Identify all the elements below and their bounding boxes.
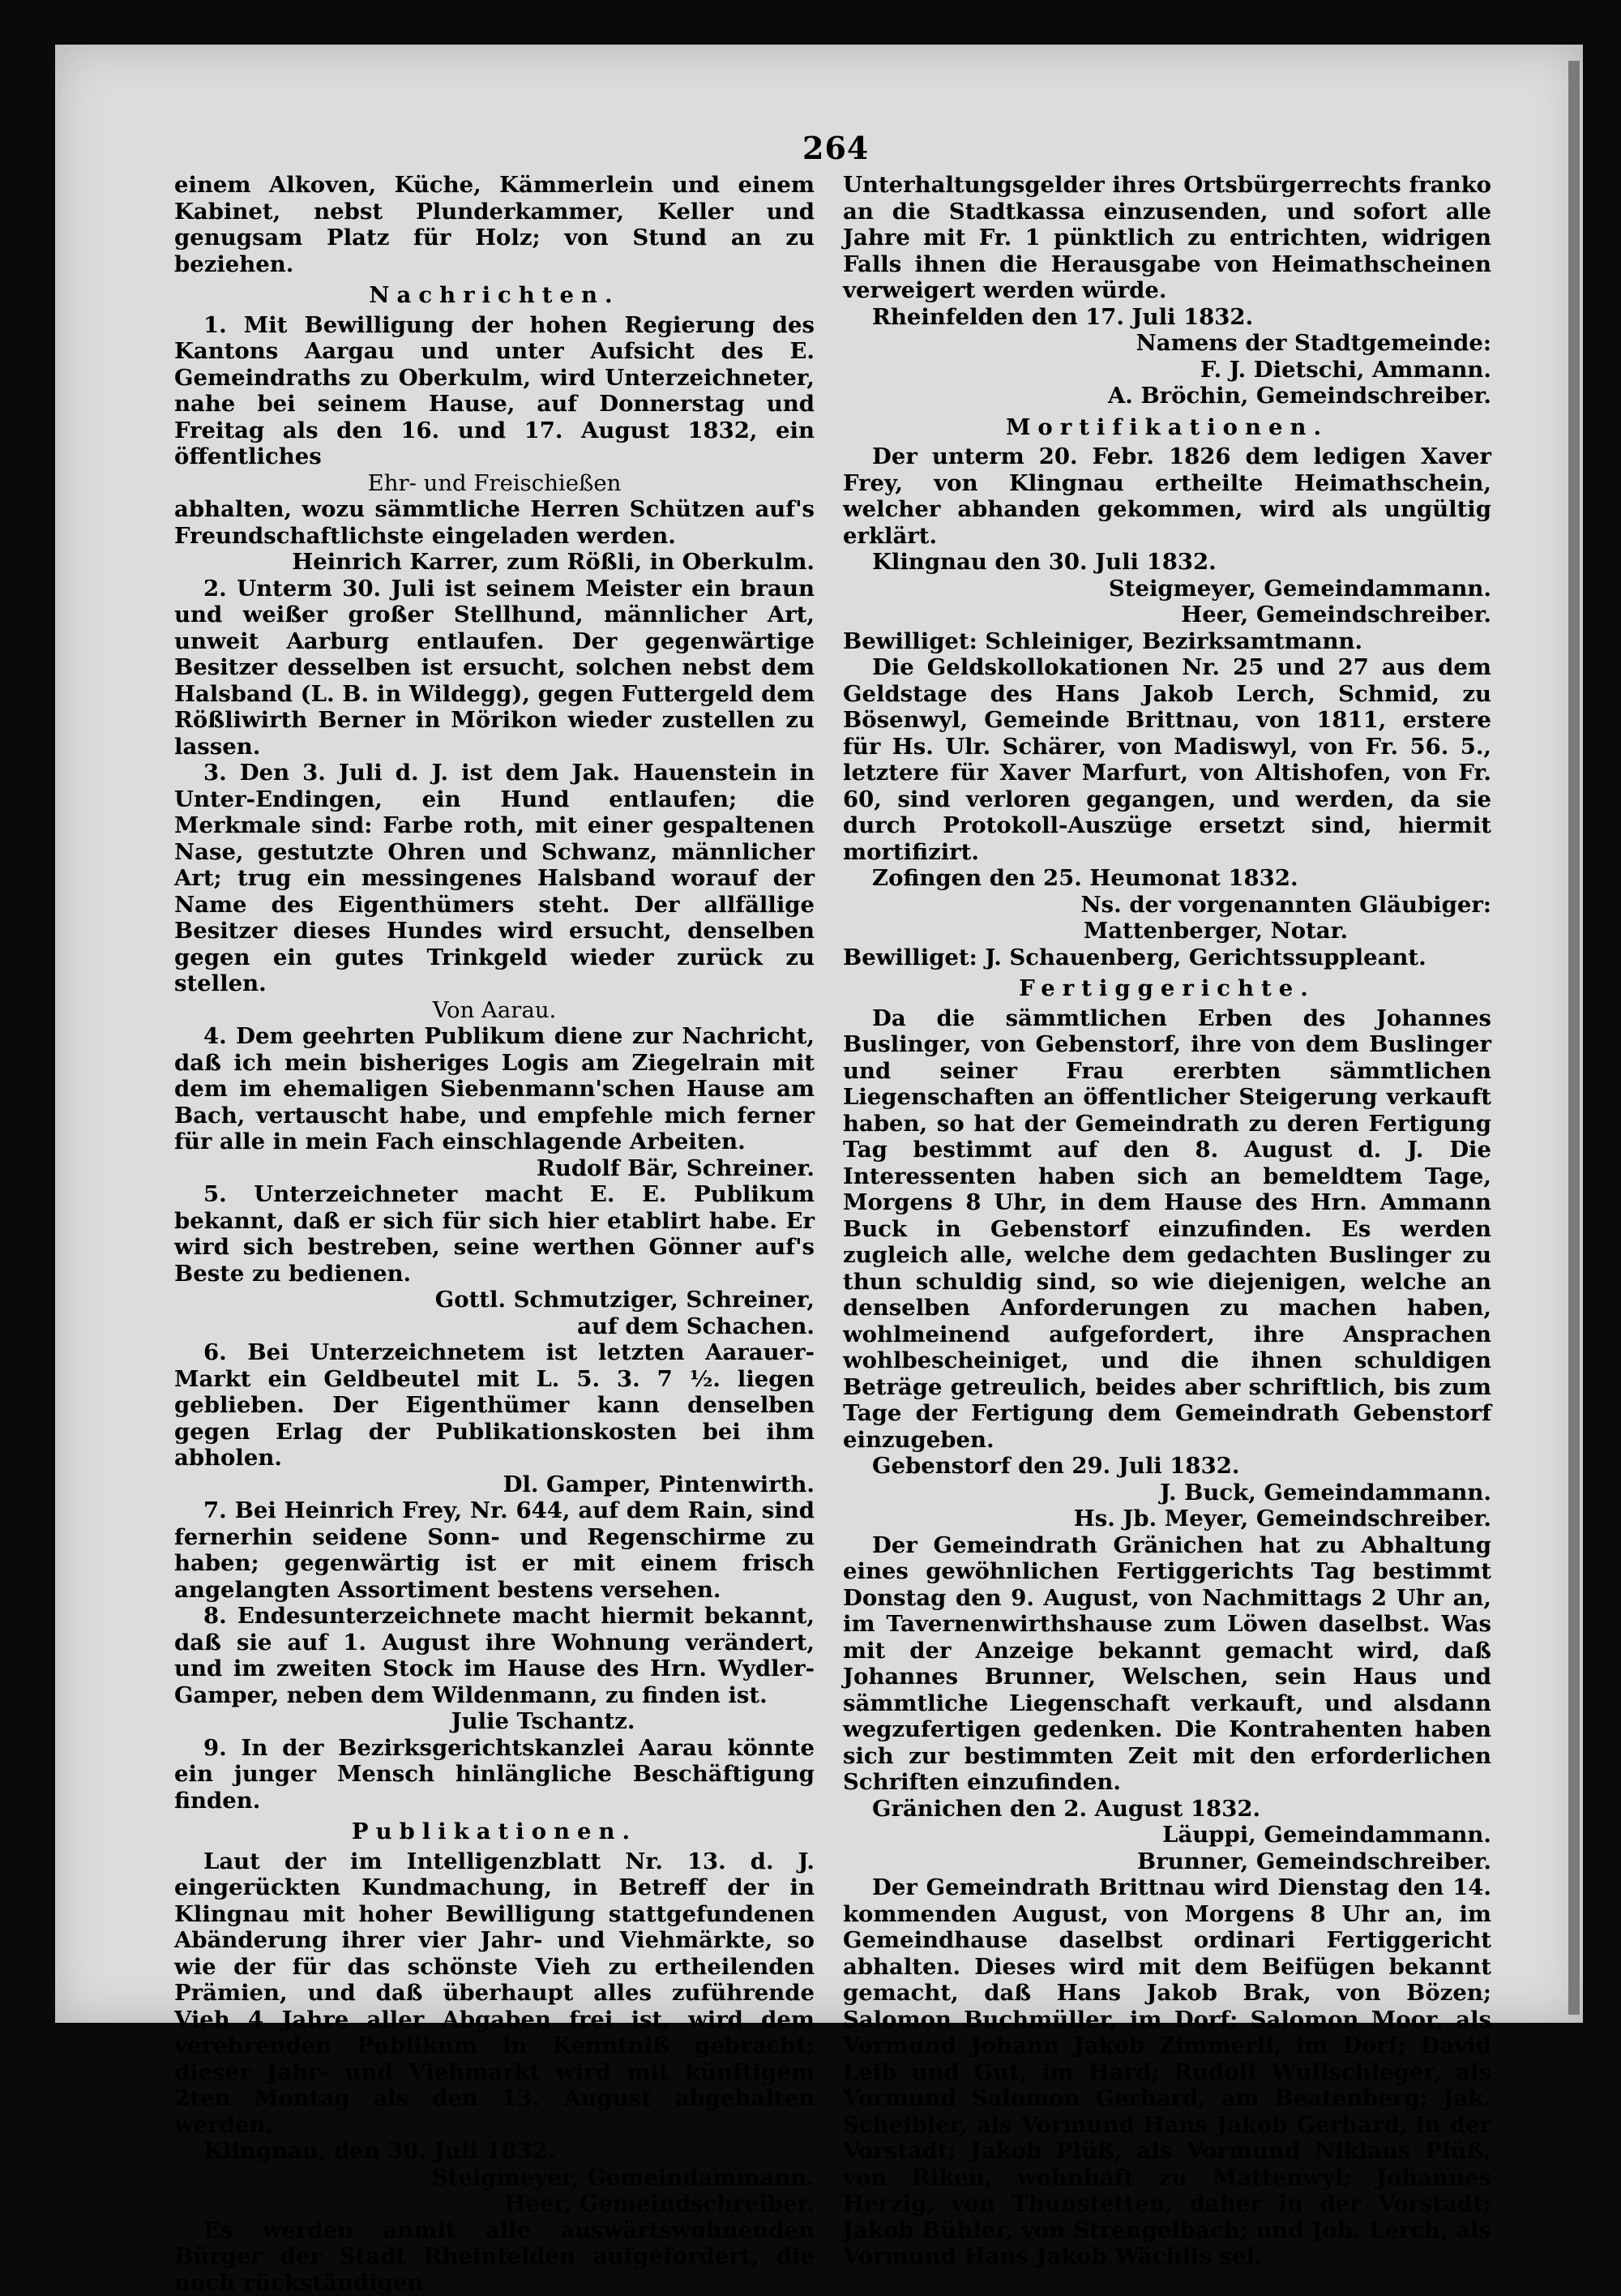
notice-5-text: 5. Unterzeichneter macht E. E. Publikum bekannt, daß er sich für sich hier etablirt habe. Er wird sich bestreben, seine werthen Gönner auf's Beste zu bedienen. — [174, 1181, 815, 1287]
notice-6-signature: Dl. Gamper, Pintenwirth. — [174, 1471, 815, 1498]
notice-6-text: 6. Bei Unterzeichnetem ist letzten Aarauer-Markt ein Geldbeutel mit L. 5. 3. 7 ½. liegen geblieben. Der Eigenthümer kann denselben gegen Erlag der Publikationskosten bei ihm abholen. — [174, 1339, 815, 1471]
mortification-2-signature-2: Mattenberger, Notar. — [843, 918, 1491, 945]
fertiggericht-1-text: Da die sämmtlichen Erben des Johannes Buslinger, von Gebenstorf, ihre von dem Buslinger und seiner Frau ererbten sämmtlichen Liegenschaften an öffentlicher Steigerung verkauft haben, so hat der Gemeindrath zu deren Fertigung Tag bestimmt auf den 8. August d. J. Die Interessenten haben sich an bemeldtem Tage, Morgens 8 Uhr, in dem Hause des Hrn. Ammann Buck in Gebenstorf einzufinden. Es werden zugleich alle, welche dem gedachten Buslinger zu thun schuldig sind, so wie diejenigen, welche an denselben Anforderungen zu machen haben, wohlmeinend aufgefordert, ihre Ansprachen wohlbescheiniget, und die ihnen schuldigen Beträge getreulich, beides aber schriftlich, bis zum Tage der Fertigung dem Gemeindrath Gebenstorf einzugeben. — [843, 1005, 1491, 1454]
rheinfelden-signature-1: Namens der Stadtgemeinde: — [843, 330, 1491, 357]
right-column — [843, 172, 1491, 2270]
rheinfelden-continued-text: Unterhaltungsgelder ihres Ortsbürgerrechts franko an die Stadtkassa einzusenden, und sofort alle Jahre mit Fr. 1 pünktlich zu entrichten, widrigen Falls ihnen die Herausgabe von Heimathscheinen verweigert werden würde. — [843, 172, 1491, 304]
rheinfelden-date: Rheinfelden den 17. Juli 1832. — [843, 304, 1491, 331]
mortification-2-date: Zofingen den 25. Heumonat 1832. — [843, 865, 1491, 892]
fertiggericht-2-date: Gränichen den 2. August 1832. — [843, 1796, 1491, 1823]
fertiggericht-2-text: Der Gemeindrath Gränichen hat zu Abhaltung eines gewöhnlichen Fertiggerichts Tag bestimmt Donstag den 9. August, von Nachmittags 2 Uhr an, im Tavernenwirthshause zum Löwen daselbst. Was mit der Anzeige bekannt gemacht wird, daß Johannes Brunner, Welschen, sein Haus und sämmtliche Liegenschaft verkauft, und alsdann wegzufertigen gedenken. Die Kontrahenten haben sich zur bestimmten Zeit mit den erforderlichen Schriften einzufinden. — [843, 1532, 1491, 1796]
notice-1-signature: Heinrich Karrer, zum Rößli, in Oberkulm. — [174, 549, 815, 576]
notice-5-signature: Gottl. Schmutziger, Schreiner, — [174, 1287, 815, 1313]
next-page-edge — [1568, 61, 1580, 2015]
mortification-1-signature-1: Steigmeyer, Gemeindammann. — [843, 576, 1491, 602]
mortifikationen-heading: Mortifikationen. — [843, 414, 1491, 441]
mortification-1-signature-2: Heer, Gemeindschreiber. — [843, 602, 1491, 628]
notice-5-signature-line-2: auf dem Schachen. — [174, 1313, 815, 1340]
publication-date: Klingnau, den 30. Juli 1832. — [174, 2138, 815, 2165]
mortification-1-text: Der unterm 20. Febr. 1826 dem ledigen Xaver Frey, von Klingnau ertheilte Heimathschein, welcher abhanden gekommen, wird als ungültig erklärt. — [843, 443, 1491, 549]
notice-7-text: 7. Bei Heinrich Frey, Nr. 644, auf dem Rain, sind fernerhin seidene Sonn- und Regenschirme zu haben; gegenwärtig ist er mit einem frisch angelangten Assortiment bestens versehen. — [174, 1497, 815, 1603]
rheinfelden-signature-3: A. Bröchin, Gemeindschreiber. — [843, 383, 1491, 409]
notice-4-signature: Rudolf Bär, Schreiner. — [174, 1155, 815, 1182]
publication-signature-1: Steigmeyer, Gemeindammann. — [174, 2165, 815, 2191]
notice-9-text: 9. In der Bezirksgerichtskanzlei Aarau könnte ein junger Mensch hinlängliche Beschäftigung finden. — [174, 1735, 815, 1814]
fertiggericht-1-signature-1: J. Buck, Gemeindammann. — [843, 1480, 1491, 1506]
mortification-1-approval: Bewilliget: Schleiniger, Bezirksamtmann. — [843, 628, 1491, 655]
mortification-2-approval: Bewilliget: J. Schauenberg, Gerichtssuppleant. — [843, 945, 1491, 971]
publication-signature-2: Heer, Gemeindschreiber. — [174, 2191, 815, 2217]
von-aarau-heading: Von Aarau. — [174, 997, 815, 1024]
notice-2-text: 2. Unterm 30. Juli ist seinem Meister ein braun und weißer großer Stellhund, männlicher Art, unweit Aarburg entlaufen. Der gegenwärtige Besitzer desselben ist ersucht, solchen nebst dem Halsband (L. B. in Wildegg), gegen Futtergeld dem Rößliwirth Berner in Mörikon wieder zustellen zu lassen. — [174, 576, 815, 760]
fertiggericht-1-date: Gebenstorf den 29. Juli 1832. — [843, 1453, 1491, 1480]
fertiggericht-2-signature-2: Brunner, Gemeindschreiber. — [843, 1848, 1491, 1875]
notice-1-title: Ehr- und Freischießen — [174, 470, 815, 497]
nachrichten-heading: Nachrichten. — [174, 282, 815, 309]
notice-1-text: 1. Mit Bewilligung der hohen Regierung des Kantons Aargau und unter Aufsicht des E. Gemeindraths zu Oberkulm, wird Unterzeichneter, nahe bei seinem Hause, auf Donnerstag und Freitag als den 16. und 17. August 1832, ein öffentliches — [174, 312, 815, 470]
mortification-2-signature-1: Ns. der vorgenannten Gläubiger: — [843, 892, 1491, 919]
notice-4-text: 4. Dem geehrten Publikum diene zur Nachricht, daß ich mein bisheriges Logis am Ziegelrain mit dem im ehemaligen Siebenmann'schen Hause am Bach, vertauscht habe, und empfehle mich ferner für alle in mein Fach einschlagende Arbeiten. — [174, 1023, 815, 1155]
publikationen-heading: Publikationen. — [174, 1818, 815, 1845]
fertiggericht-2-signature-1: Läuppi, Gemeindammann. — [843, 1822, 1491, 1848]
page-number: 264 — [802, 130, 869, 166]
fertiggericht-1-signature-2: Hs. Jb. Meyer, Gemeindschreiber. — [843, 1506, 1491, 1532]
rheinfelden-notice-text: Es werden anmit alle auswärtswohnenden Bürger der Stadt Rheinfelden aufgefordert, die noch rückständigen — [174, 2217, 815, 2296]
intro-text: einem Alkoven, Küche, Kämmerlein und einem Kabinet, nebst Plunderkammer, Keller und genugsam Platz für Holz; von Stund an zu beziehen. — [174, 172, 815, 277]
fertiggericht-3-text: Der Gemeindrath Brittnau wird Dienstag den 14. kommenden August, von Morgens 8 Uhr an, im Gemeindhause daselbst ordinari Fertiggericht abhalten. Dieses wird mit dem Beifügen bekannt gemacht, daß Hans Jakob Brak, von Bözen; Salomon Buchmüller, im Dorf; Salomon Moor, als Vormund Johann Jakob Zimmerli, im Dorf; David Leib und Gut, im Hard; Rudolf Wullschleger, als Vormund Salomon Gerhard, am Beatenberg; Jak. Scheibler, als Vormund Hans Jakob Gerhard, in der Vorstadt; Jakob Plüß, als Vormund Niklaus Plüß, von Riken, wohnhaft zu Mattenwyl; Johannes Herzig, von Thunstetten, daher in der Vorstadt; Jakob Bühler, von Strengelbach; und Joh. Lerch, als Vormund Hans Jakob Wächlis sel. — [843, 1874, 1491, 2270]
publication-text: Laut der im Intelligenzblatt Nr. 13. d. J. eingerückten Kundmachung, in Betreff der in Klingnau mit hoher Bewilligung stattgefundenen Abänderung ihrer vier Jahr- und Viehmärkte, so wie der für das schönste Vieh zu ertheilenden Prämien, und daß überhaupt alles zuführende Vieh 4 Jahre aller Abgaben frei ist, wird dem verehrenden Publikum in Kenntniß gebracht; dieser Jahr- und Viehmarkt wird mit künftigem 2ten Montag als den 13. August abgehalten werden. — [174, 1848, 815, 2139]
left-column — [174, 172, 815, 2296]
notice-3-text: 3. Den 3. Juli d. J. ist dem Jak. Hauenstein in Unter-Endingen, ein Hund entlaufen; die Merkmale sind: Farbe roth, mit einer gespaltenen Nase, gestutzte Ohren und Schwanz, männlicher Art; trug ein messingenes Halsband worauf der Name des Eigenthümers steht. Der allfällige Besitzer dieses Hundes wird ersucht, denselben gegen ein gutes Trinkgeld wieder zurück zu stellen. — [174, 760, 815, 997]
fertiggerichte-heading: Fertiggerichte. — [843, 975, 1491, 1002]
notice-8-text: 8. Endesunterzeichnete macht hiermit bekannt, daß sie auf 1. August ihre Wohnung verändert, und im zweiten Stock im Hause des Hrn. Wydler-Gamper, neben dem Wildenmann, zu finden ist. — [174, 1603, 815, 1708]
mortification-1-date: Klingnau den 30. Juli 1832. — [843, 549, 1491, 576]
notice-8-signature: Julie Tschantz. — [174, 1708, 815, 1735]
mortification-2-text: Die Geldskollokationen Nr. 25 und 27 aus dem Geldstage des Hans Jakob Lerch, Schmid, zu Bösenwyl, Gemeinde Brittnau, von 1811, erstere für Hs. Ulr. Schärer, von Madiswyl, von Fr. 56. 5., letztere für Xaver Marfurt, von Altishofen, von Fr. 60, sind verloren gegangen, und werden, da sie durch Protokoll-Auszüge ersetzt sind, hiermit mortifizirt. — [843, 654, 1491, 865]
notice-1-text-2: abhalten, wozu sämmtliche Herren Schützen auf's Freundschaftlichste eingeladen werden. — [174, 496, 815, 549]
rheinfelden-signature-2: F. J. Dietschi, Ammann. — [843, 357, 1491, 383]
